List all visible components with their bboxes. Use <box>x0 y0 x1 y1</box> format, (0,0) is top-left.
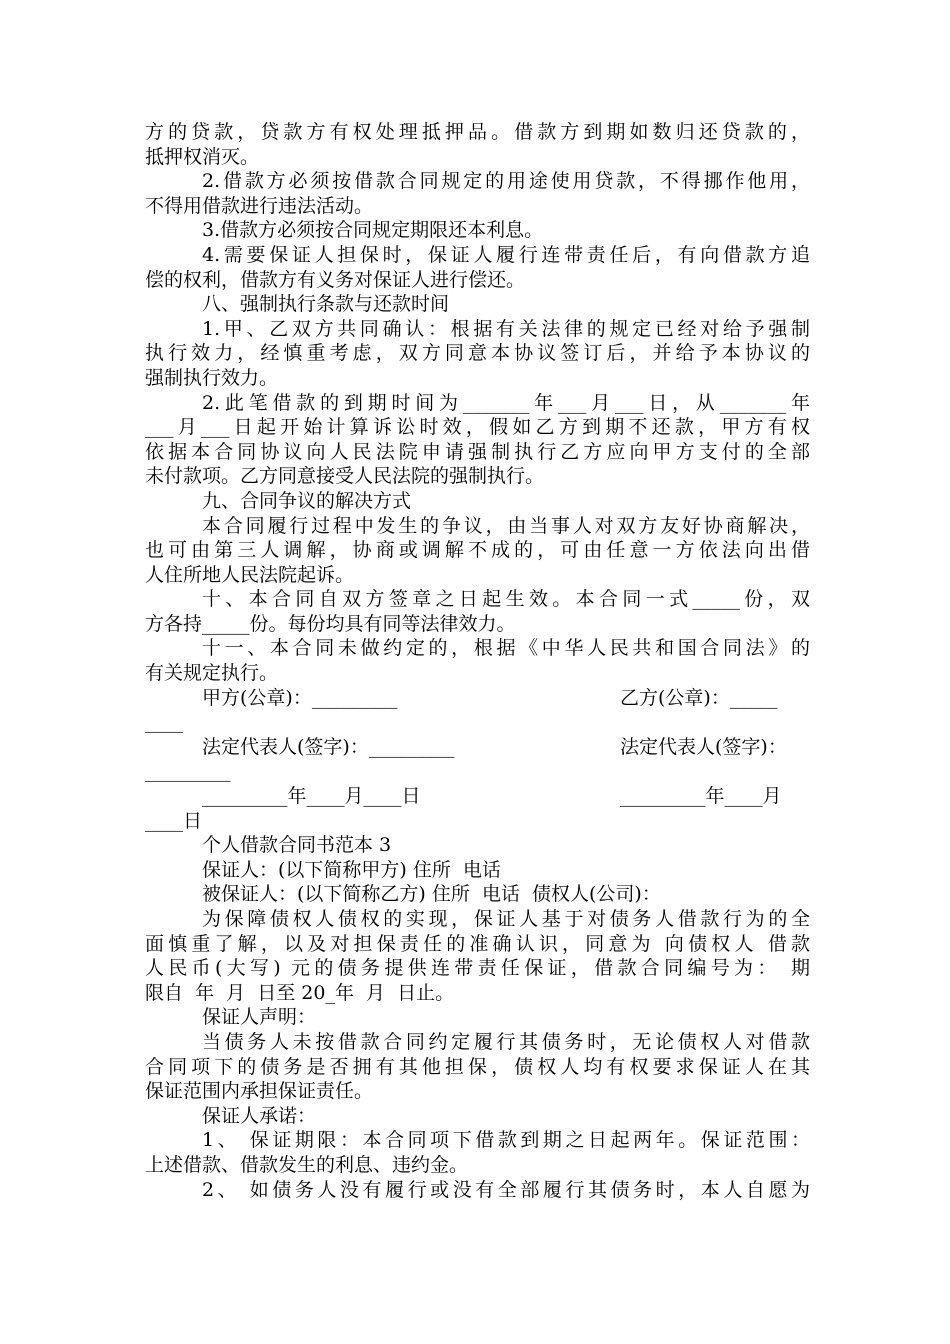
text-line: 被保证人：(以下简称乙方) 住所 电话 债权人(公司)： <box>202 883 661 906</box>
text-line: 合同项下的债务是否拥有其他担保，债权人均有权要求保证人在其 <box>145 1055 810 1078</box>
text-line: 人民币(大写) 元的债务提供连带责任保证，借款合同编号为： 期 <box>145 957 810 980</box>
text-line: 面慎重了解，以及对担保责任的准确认识，同意为 向债权人 借款 <box>145 932 810 955</box>
rep-b-signature: 法定代表人(签字)： <box>620 735 787 758</box>
date-b: _________年____月 <box>620 785 782 808</box>
party-b-seal-continued: ____ <box>145 711 183 734</box>
section-heading: 九、合同争议的解决方式 <box>202 489 412 512</box>
text-line: 也可由第三人调解，协商或调解不成的，可由任意一方依法向出借 <box>145 539 810 562</box>
text-line: 1.甲、乙双方共同确认：根据有关法律的规定已经对给予强制 <box>202 317 810 340</box>
text-line: 不得用借款进行违法活动。 <box>145 194 374 217</box>
text-line: 3.借款方必须按合同规定期限还本利息。 <box>202 219 544 242</box>
signature-row-date <box>145 784 810 809</box>
text-line: 4.需要保证人担保时，保证人履行连带责任后，有向借款方追 <box>202 243 810 266</box>
text-line: 保证范围内承担保证责任。 <box>145 1080 374 1103</box>
text-line: 为保障债权人债权的实现，保证人基于对债务人借款行为的全 <box>202 908 810 930</box>
section-heading: 保证人承诺： <box>202 1104 317 1127</box>
text-line: 2、 如债务人没有履行或没有全部履行其债务时，本人自愿为 <box>202 1178 810 1201</box>
text-line: 执行效力，经慎重考虑，双方同意本协议签订后，并给予本协议的 <box>145 342 810 365</box>
text-line: 2.此笔借款的到期时间为_______年___月___日，从_______年 <box>202 391 810 414</box>
date-a: _________年____月____日 <box>202 785 421 808</box>
text-line: 人住所地人民法院起诉。 <box>145 563 355 586</box>
document-page <box>145 120 810 1202</box>
text-line: 上述借款、借款发生的利息、违约金。 <box>145 1153 469 1176</box>
text-line: 有关规定执行。 <box>145 662 279 685</box>
text-line: 方的贷款，贷款方有权处理抵押品。借款方到期如数归还贷款的， <box>145 121 810 143</box>
text-line: 限自 年 月 日至 20_年 月 日止。 <box>145 981 455 1004</box>
rep-a-signature: 法定代表人(签字)：_________ <box>202 735 455 758</box>
date-b-continued: ____日 <box>145 809 203 832</box>
text-line: 十一、本合同未做约定的，根据《中华人民共和国合同法》的 <box>202 637 810 660</box>
text-line: 抵押权消灭。 <box>145 145 260 168</box>
party-a-seal: 甲方(公章)：_________ <box>202 686 398 709</box>
document-title: 个人借款合同书范本 3 <box>202 834 392 857</box>
text-line: 偿的权利，借款方有义务对保证人进行偿还。 <box>145 268 526 291</box>
text-line: ___月___日起开始计算诉讼时效，假如乙方到期不还款，甲方有权 <box>145 416 810 439</box>
text-line: 未付款项。乙方同意接受人民法院的强制执行。 <box>145 465 545 488</box>
text-line: 保证人：(以下简称甲方) 住所 电话 <box>202 858 501 881</box>
text-line: 依据本合同协议向人民法院申请强制执行乙方应向甲方支付的全部 <box>145 440 810 463</box>
rep-b-signature-continued: _________ <box>145 760 231 783</box>
section-heading: 八、强制执行条款与还款时间 <box>202 293 450 316</box>
text-line: 1、 保证期限：本合同项下借款到期之日起两年。保证范围： <box>202 1129 810 1152</box>
text-line: 方各持_____份。每份均具有同等法律效力。 <box>145 612 516 635</box>
section-heading: 保证人声明： <box>202 1006 317 1029</box>
party-b-seal: 乙方(公章)：_____ <box>620 686 778 709</box>
text-line: 强制执行效力。 <box>145 366 279 389</box>
signature-row-party <box>145 686 810 711</box>
text-line: 2.借款方必须按借款合同规定的用途使用贷款，不得挪作他用， <box>202 170 810 193</box>
text-line: 本合同履行过程中发生的争议，由当事人对双方友好协商解决， <box>202 514 810 537</box>
text-line: 十、本合同自双方签章之日起生效。本合同一式_____份，双 <box>202 588 810 611</box>
signature-row-representative <box>145 735 810 760</box>
text-line: 当债务人未按借款合同约定履行其债务时，无论债权人对借款 <box>202 1030 810 1053</box>
